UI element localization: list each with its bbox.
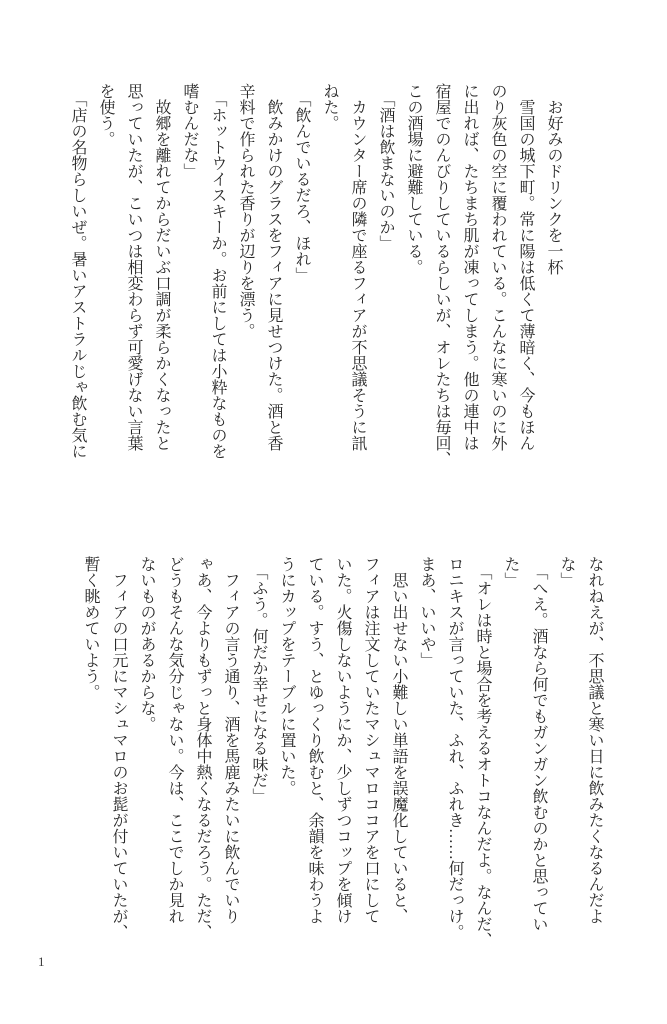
- text-line: 「店の名物らしいぜ。暑いアストラルじゃ飲む気に: [69, 83, 86, 459]
- text-line: この酒場に避難している。: [405, 83, 422, 275]
- text-line: まあ、いいや」: [418, 556, 435, 668]
- text-line: 思っていたが、こいつは相変わらず可愛げない言葉: [125, 83, 142, 451]
- text-band-upper: [63, 83, 567, 495]
- text-line: なれねえが、不思議と寒い日に飲みたくなるんだよ: [586, 556, 603, 924]
- text-line: 「オレは時と場合を考えるオトコなんだよ。なんだ、: [474, 556, 491, 948]
- text-line: 「へえ。酒なら何でもガンガン飲むのかと思ってい: [530, 556, 547, 932]
- text-line: いた。火傷しないようにか、少しずつコップを傾け: [334, 556, 351, 924]
- text-line: フィアの口元にマシュマロのお髭が付いていたが、: [110, 556, 127, 940]
- text-line: 思い出せない小難しい単語を誤魔化していると、: [390, 556, 407, 924]
- text-line: ている。すう、とゆっくり飲むと、余韻を味わうよ: [306, 556, 323, 924]
- text-line: 「ホットウイスキーか。お前にしては小粋なものを: [209, 83, 226, 459]
- story-title: お好みのドリンクを一杯: [545, 83, 562, 275]
- text-line: どうもそんな気分じゃない。今は、ここでしか見れ: [166, 556, 183, 924]
- text-line: 雪国の城下町。常に陽は低くて薄暗く、今もほん: [517, 83, 534, 451]
- text-line: 「酒は飲まないのか」: [377, 83, 394, 251]
- text-line: 宿屋でのんびりしているらしいが、オレたちは毎回、: [433, 83, 450, 467]
- text-line: 暫く眺めていよう。: [82, 556, 99, 700]
- text-line: うにカップをテーブルに置いた。: [278, 556, 295, 796]
- text-line: ゃあ、今よりもずっと身体中熱くなるだろう。ただ、: [194, 556, 211, 940]
- text-line: ロニキスが言っていた、ふれ、ふれき……何だっけ。: [446, 556, 463, 940]
- text-line: た」: [502, 556, 519, 588]
- text-line: 飲みかけのグラスをフィアに見せつけた。酒と香: [265, 83, 282, 451]
- text-line: ないものがあるからな。: [138, 556, 155, 732]
- text-line: 辛料で作られた香りが辺りを漂う。: [237, 83, 254, 339]
- text-line: カウンター席の隣で座るフィアが不思議そうに訊: [349, 83, 366, 451]
- text-line: フィアは注文していたマシュマロココアを口にして: [362, 556, 379, 924]
- text-band-lower: [76, 556, 608, 968]
- text-line: に出れば、たちまち肌が凍ってしまう。他の連中は: [461, 83, 478, 451]
- text-line: 故郷を離れてからだいぶ口調が柔らかくなったと: [153, 83, 170, 451]
- text-line: 嗜むんだな」: [181, 83, 198, 179]
- text-line: ねた。: [321, 83, 338, 131]
- text-line: 「ふう。何だか幸せになる味だ」: [250, 556, 267, 804]
- text-line: な」: [558, 556, 575, 588]
- text-line: フィアの言う通り、酒を馬鹿みたいに飲んでいり: [222, 556, 239, 924]
- page-number: 1: [38, 954, 45, 969]
- text-line: を使う。: [97, 83, 114, 147]
- text-line: 「飲んでいるだろ、ほれ」: [293, 83, 310, 283]
- text-line: のり灰色の空に覆われている。こんなに寒いのに外: [489, 83, 506, 451]
